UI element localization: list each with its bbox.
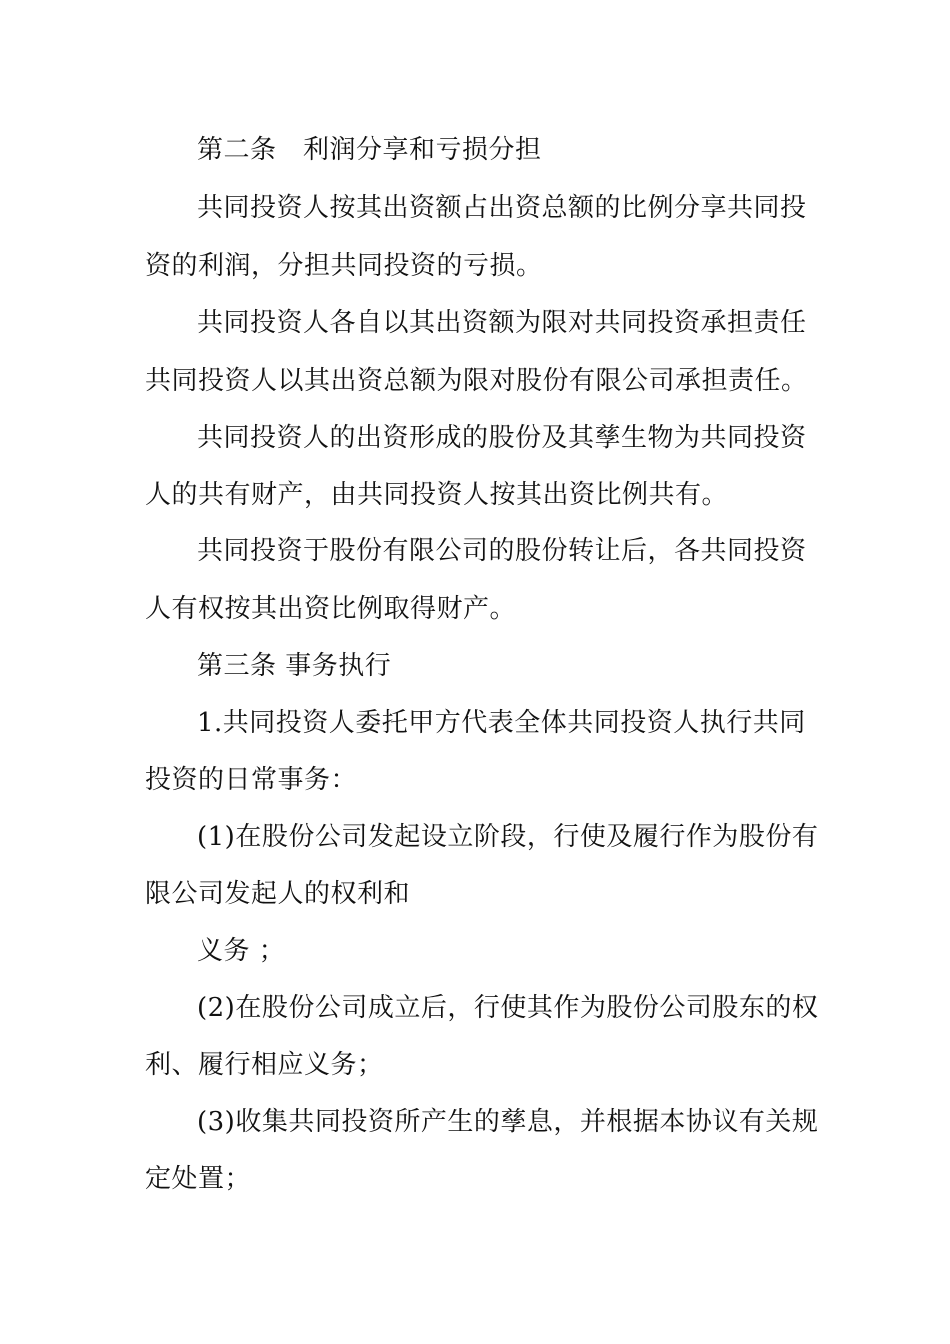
paragraph-line: 资的利润，分担共同投资的亏损。 (145, 251, 543, 281)
paragraph-line: 投资的日常事务： (145, 765, 358, 795)
list-item-line: 定处置； (145, 1164, 252, 1194)
paragraph-line: 共同投资人各自以其出资额为限对共同投资承担责任 (197, 308, 807, 338)
list-item-line: (2)在股份公司成立后，行使其作为股份公司股东的权 (197, 993, 819, 1023)
article-2-heading: 第二条 利润分享和亏损分担 (197, 135, 542, 165)
list-item-line: 义务 ； (197, 936, 286, 966)
paragraph-line: 共同投资于股份有限公司的股份转让后，各共同投资 (197, 536, 807, 566)
list-item-line: (1)在股份公司发起设立阶段，行使及履行作为股份有 (197, 822, 819, 852)
paragraph-line: 共同投资人按其出资额占出资总额的比例分享共同投 (197, 193, 807, 223)
paragraph-line: 1.共同投资人委托甲方代表全体共同投资人执行共同 (197, 708, 806, 738)
list-item-line: (3)收集共同投资所产生的孳息，并根据本协议有关规 (197, 1107, 819, 1137)
paragraph-line: 人的共有财产，由共同投资人按其出资比例共有。 (145, 480, 729, 510)
list-item-line: 利、履行相应义务； (145, 1050, 384, 1080)
list-item-line: 限公司发起人的权利和 (145, 879, 411, 909)
article-3-heading: 第三条 事务执行 (197, 651, 392, 681)
paragraph-line: 共同投资人的出资形成的股份及其孳生物为共同投资 (197, 423, 807, 453)
paragraph-line: 人有权按其出资比例取得财产。 (145, 594, 517, 624)
paragraph-line: 共同投资人以其出资总额为限对股份有限公司承担责任。 (145, 366, 808, 396)
